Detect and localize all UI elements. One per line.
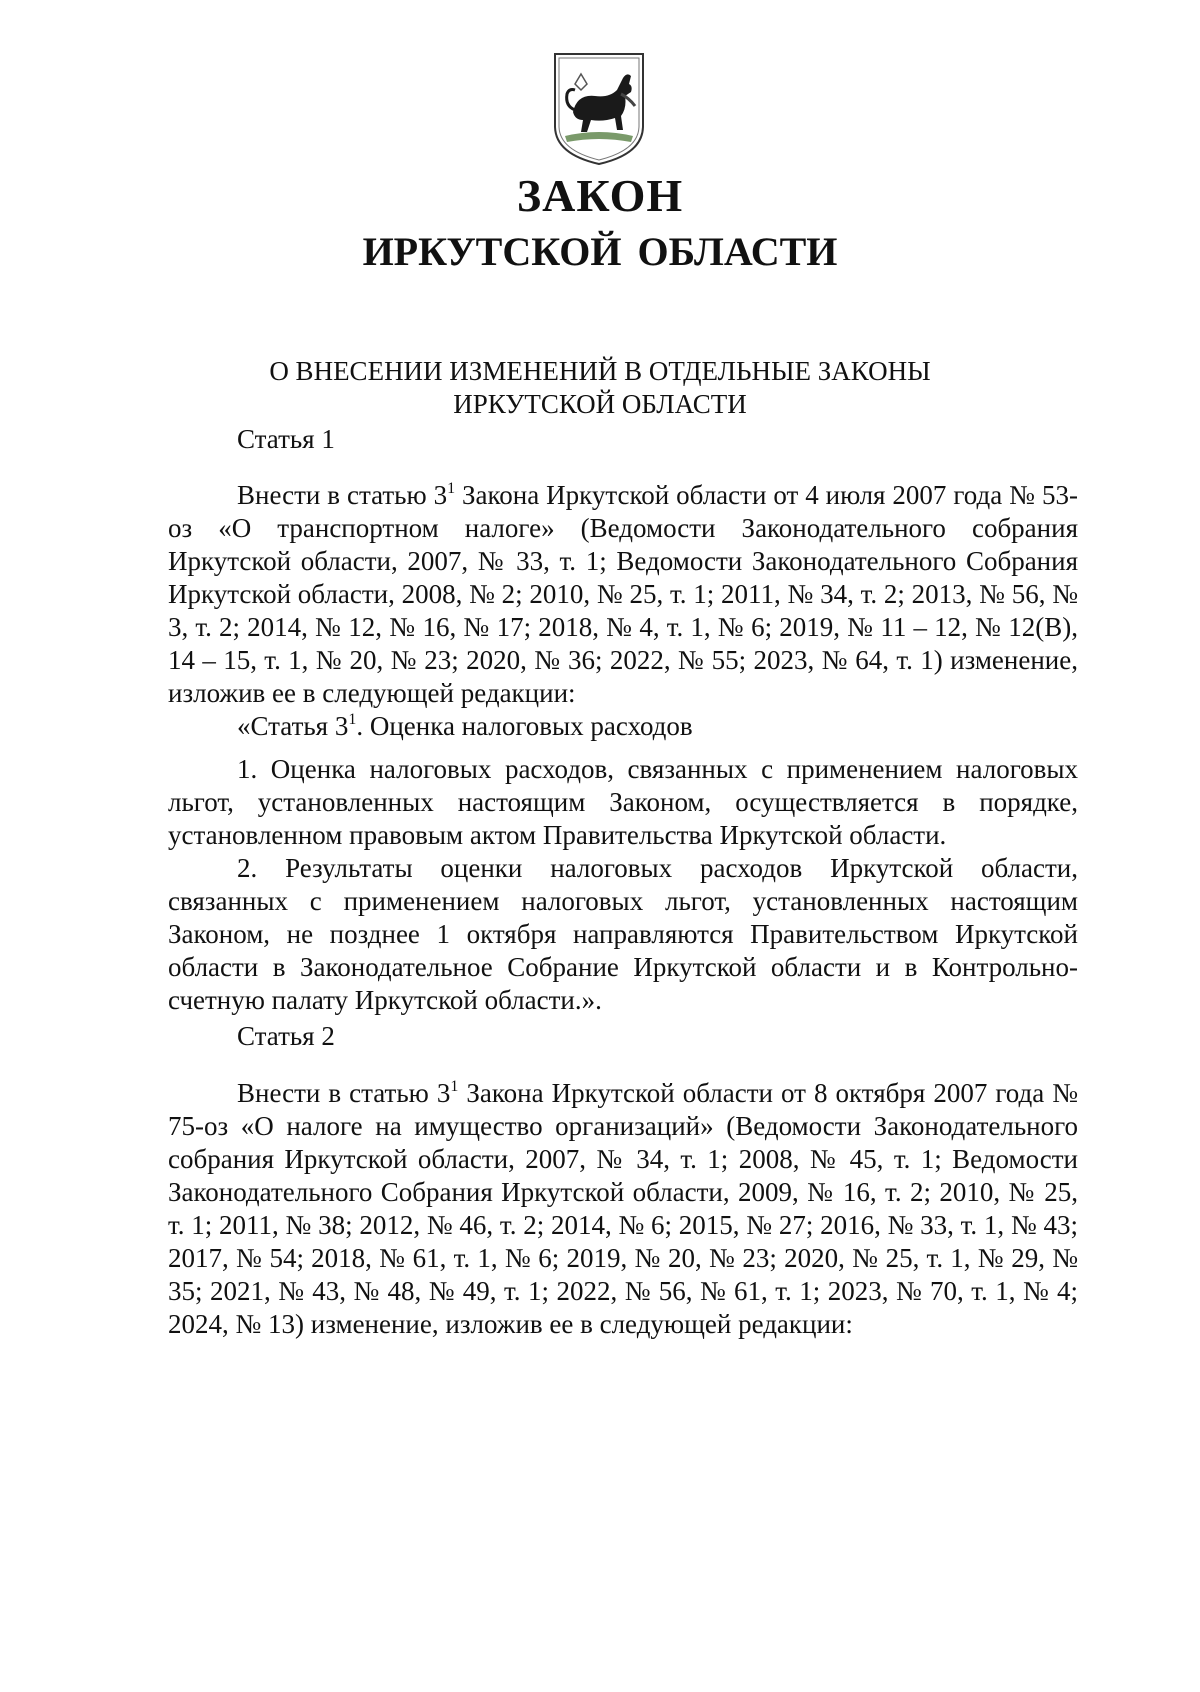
article-1-label: Статья 1 (237, 424, 335, 454)
article-1-new-title-superscript: 1 (348, 711, 357, 728)
document-heading-line-2: ИРКУТСКОЙ ОБЛАСТИ (453, 389, 747, 419)
article-1-intro-rest: Закона Иркутской области от 4 июля 2007 года № 53-оз «О транспортном налоге» (Ведомости Законодательного собрания Иркутской области, 2007, № 33, т. 1; Ведомости Законодательного Собрания Иркутской области, 2008, № 2; 2010, № 25, т. 1; 2011, № 34, т. 2; 2013, № 56, № 3, т. 2; 2014, № 12, № 16, № 17; 2018, № 4, т. 1, № 6; 2019, № 11 – 12, № 12(В), 14 – 15, т. 1, № 20, № 23; 2020, № 36; 2022, № 55; 2023, № 64, т. 1) изменение, изложив ее в следующей редакции: (168, 480, 1078, 708)
document-heading-line-1: О ВНЕСЕНИИ ИЗМЕНЕНИЙ В ОТДЕЛЬНЫЕ ЗАКОНЫ (269, 356, 931, 386)
article-1-items (168, 753, 1078, 1017)
article-1-item-1: 1. Оценка налоговых расходов, связанных с применением налоговых льгот, установленных настоящим Законом, осуществляется в порядке, установленном правовым актом Правительства Иркутской области. (168, 754, 1078, 850)
article-2-body (168, 1077, 1078, 1341)
article-1-new-title-rest: . Оценка налоговых расходов (356, 711, 693, 741)
coat-of-arms-icon (551, 50, 647, 168)
article-1-intro-paragraph (168, 479, 1078, 710)
article-2-intro-paragraph (168, 1077, 1078, 1341)
law-subtitle: ИРКУТСКОЙ ОБЛАСТИ (362, 229, 838, 274)
article-2-intro-superscript: 1 (450, 1078, 459, 1095)
article-2-label: Статья 2 (237, 1021, 335, 1051)
article-1-new-title-start: «Статья 3 (237, 711, 349, 741)
article-2-intro-rest: Закона Иркутской области от 8 октября 2007 года № 75-оз «О налоге на имущество организаций» (Ведомости Законодательного собрания Иркутской области, 2007, № 34, т. 1; 2008, № 45, т. 1; Ведомости Законодательного Собрания Иркутской области, 2009, № 16, т. 2; 2010, № 25, т. 1; 2011, № 38; 2012, № 46, т. 2; 2014, № 6; 2015, № 27; 2016, № 33, т. 1, № 43; 2017, № 54; 2018, № 61, т. 1, № 6; 2019, № 20, № 23; 2020, № 25, т. 1, № 29, № 35; 2021, № 43, № 48, № 49, т. 1; 2022, № 56, № 61, т. 1; 2023, № 70, т. 1, № 4; 2024, № 13) изменение, изложив ее в следующей редакции: (168, 1078, 1078, 1339)
article-1-item-2: 2. Результаты оценки налоговых расходов Иркутской области, связанных с применением налоговых льгот, установленных настоящим Законом, не позднее 1 октября направляются Правительством Иркутской области в Законодательное Собрание Иркутской области и в Контрольно-счетную палату Иркутской области.». (168, 853, 1078, 1015)
article-1-new-title (168, 710, 1078, 743)
article-1-intro-superscript: 1 (447, 480, 456, 497)
document-heading (0, 355, 1200, 421)
article-1-intro-start: Внести в статью 3 (237, 480, 448, 510)
article-2-intro-start: Внести в статью 3 (237, 1078, 451, 1108)
article-1-body (168, 479, 1078, 743)
law-title: ЗАКОН (516, 170, 684, 221)
